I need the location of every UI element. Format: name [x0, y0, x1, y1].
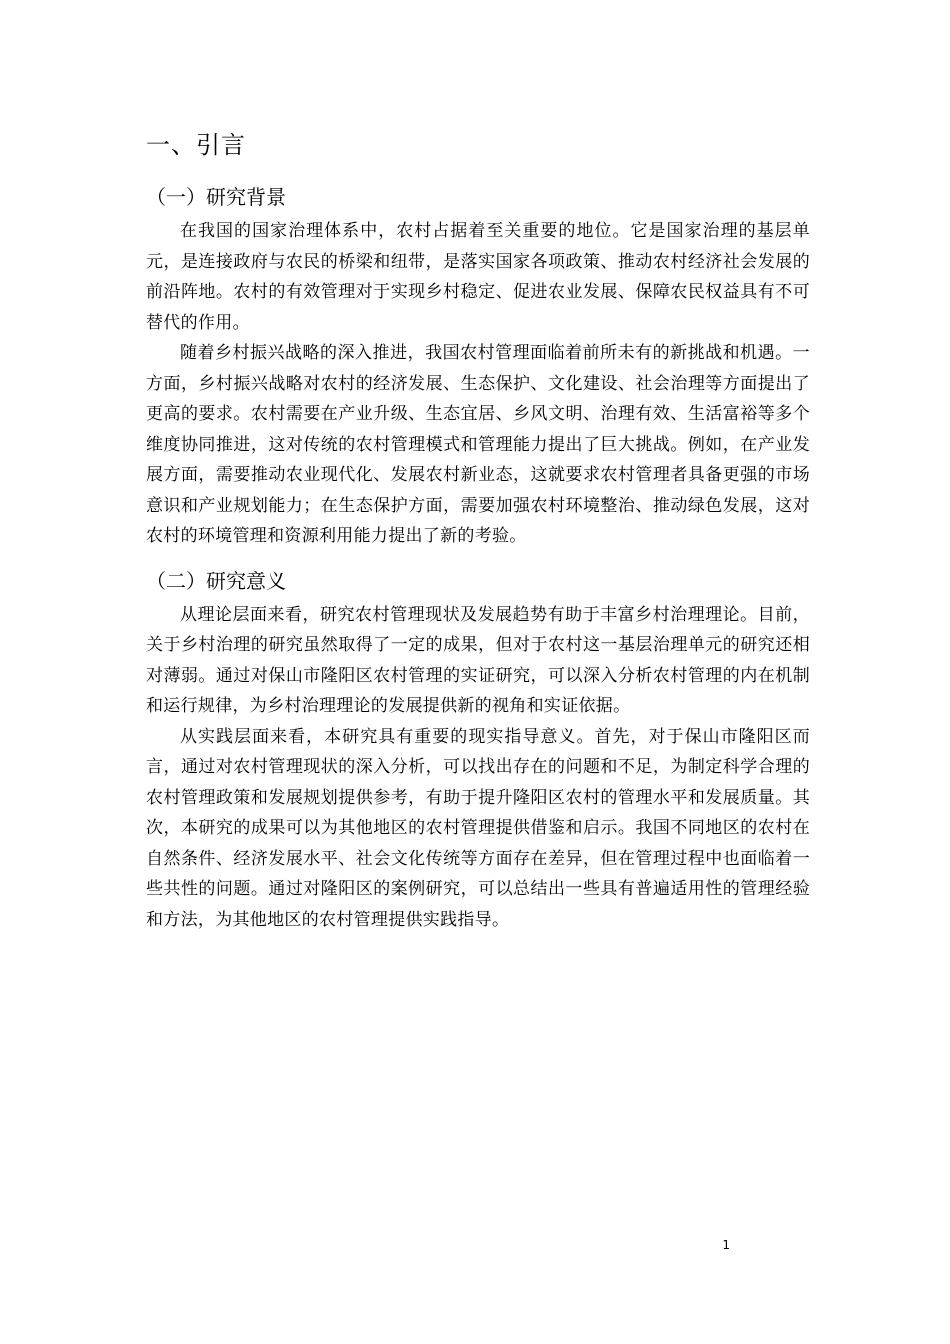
chapter-heading: 一、引言 — [146, 131, 246, 159]
paragraph: 从理论层面来看，研究农村管理现状及发展趋势有助于丰富乡村治理理论。目前，关于乡村治理的研究虽然取得了一定的成果，但对于农村这一基层治理单元的研究还相对薄弱。通过对保山市隆阳区农村管理的实证研究，可以深入分析农村管理的内在机制和运行规律，为乡村治理理论的发展提供新的视角和实证依据。 — [146, 604, 810, 716]
page-content — [146, 128, 810, 935]
paragraph: 从实践层面来看，本研究具有重要的现实指导意义。首先，对于保山市隆阳区而言，通过对农村管理现状的深入分析，可以找出存在的问题和不足，为制定科学合理的农村管理政策和发展规划提供参考，有助于提升隆阳区农村的管理水平和发展质量。其次，本研究的成果可以为其他地区的农村管理提供借鉴和启示。我国不同地区的农村在自然条件、经济发展水平、社会文化传统等方面存在差异，但在管理过程中也面临着一些共性的问题。通过对隆阳区的案例研究，可以总结出一些具有普遍适用性的管理经验和方法，为其他地区的农村管理提供实践指导。 — [146, 726, 810, 930]
paragraph: 随着乡村振兴战略的深入推进，我国农村管理面临着前所未有的新挑战和机遇。一方面，乡村振兴战略对农村的经济发展、生态保护、文化建设、社会治理等方面提出了更高的要求。农村需要在产业升级、生态宜居、乡风文明、治理有效、生活富裕等多个维度协同推进，这对传统的农村管理模式和管理能力提出了巨大挑战。例如，在产业发展方面，需要推动农业现代化、发展农村新业态，这就要求农村管理者具备更强的市场意识和产业规划能力；在生态保护方面，需要加强农村环境整治、推动绿色发展，这对农村的环境管理和资源利用能力提出了新的考验。 — [146, 343, 810, 546]
section-title-background: （一）研究背景 — [146, 185, 286, 209]
paragraph: 在我国的国家治理体系中，农村占据着至关重要的地位。它是国家治理的基层单元，是连接政府与农民的桥梁和纽带，是落实国家各项政策、推动农村经济社会发展的前沿阵地。农村的有效管理对于实现乡村稳定、促进农业发展、保障农民权益具有不可替代的作用。 — [146, 221, 810, 333]
section-title-significance: （二）研究意义 — [146, 568, 286, 593]
page-number: 1 — [722, 1238, 730, 1252]
